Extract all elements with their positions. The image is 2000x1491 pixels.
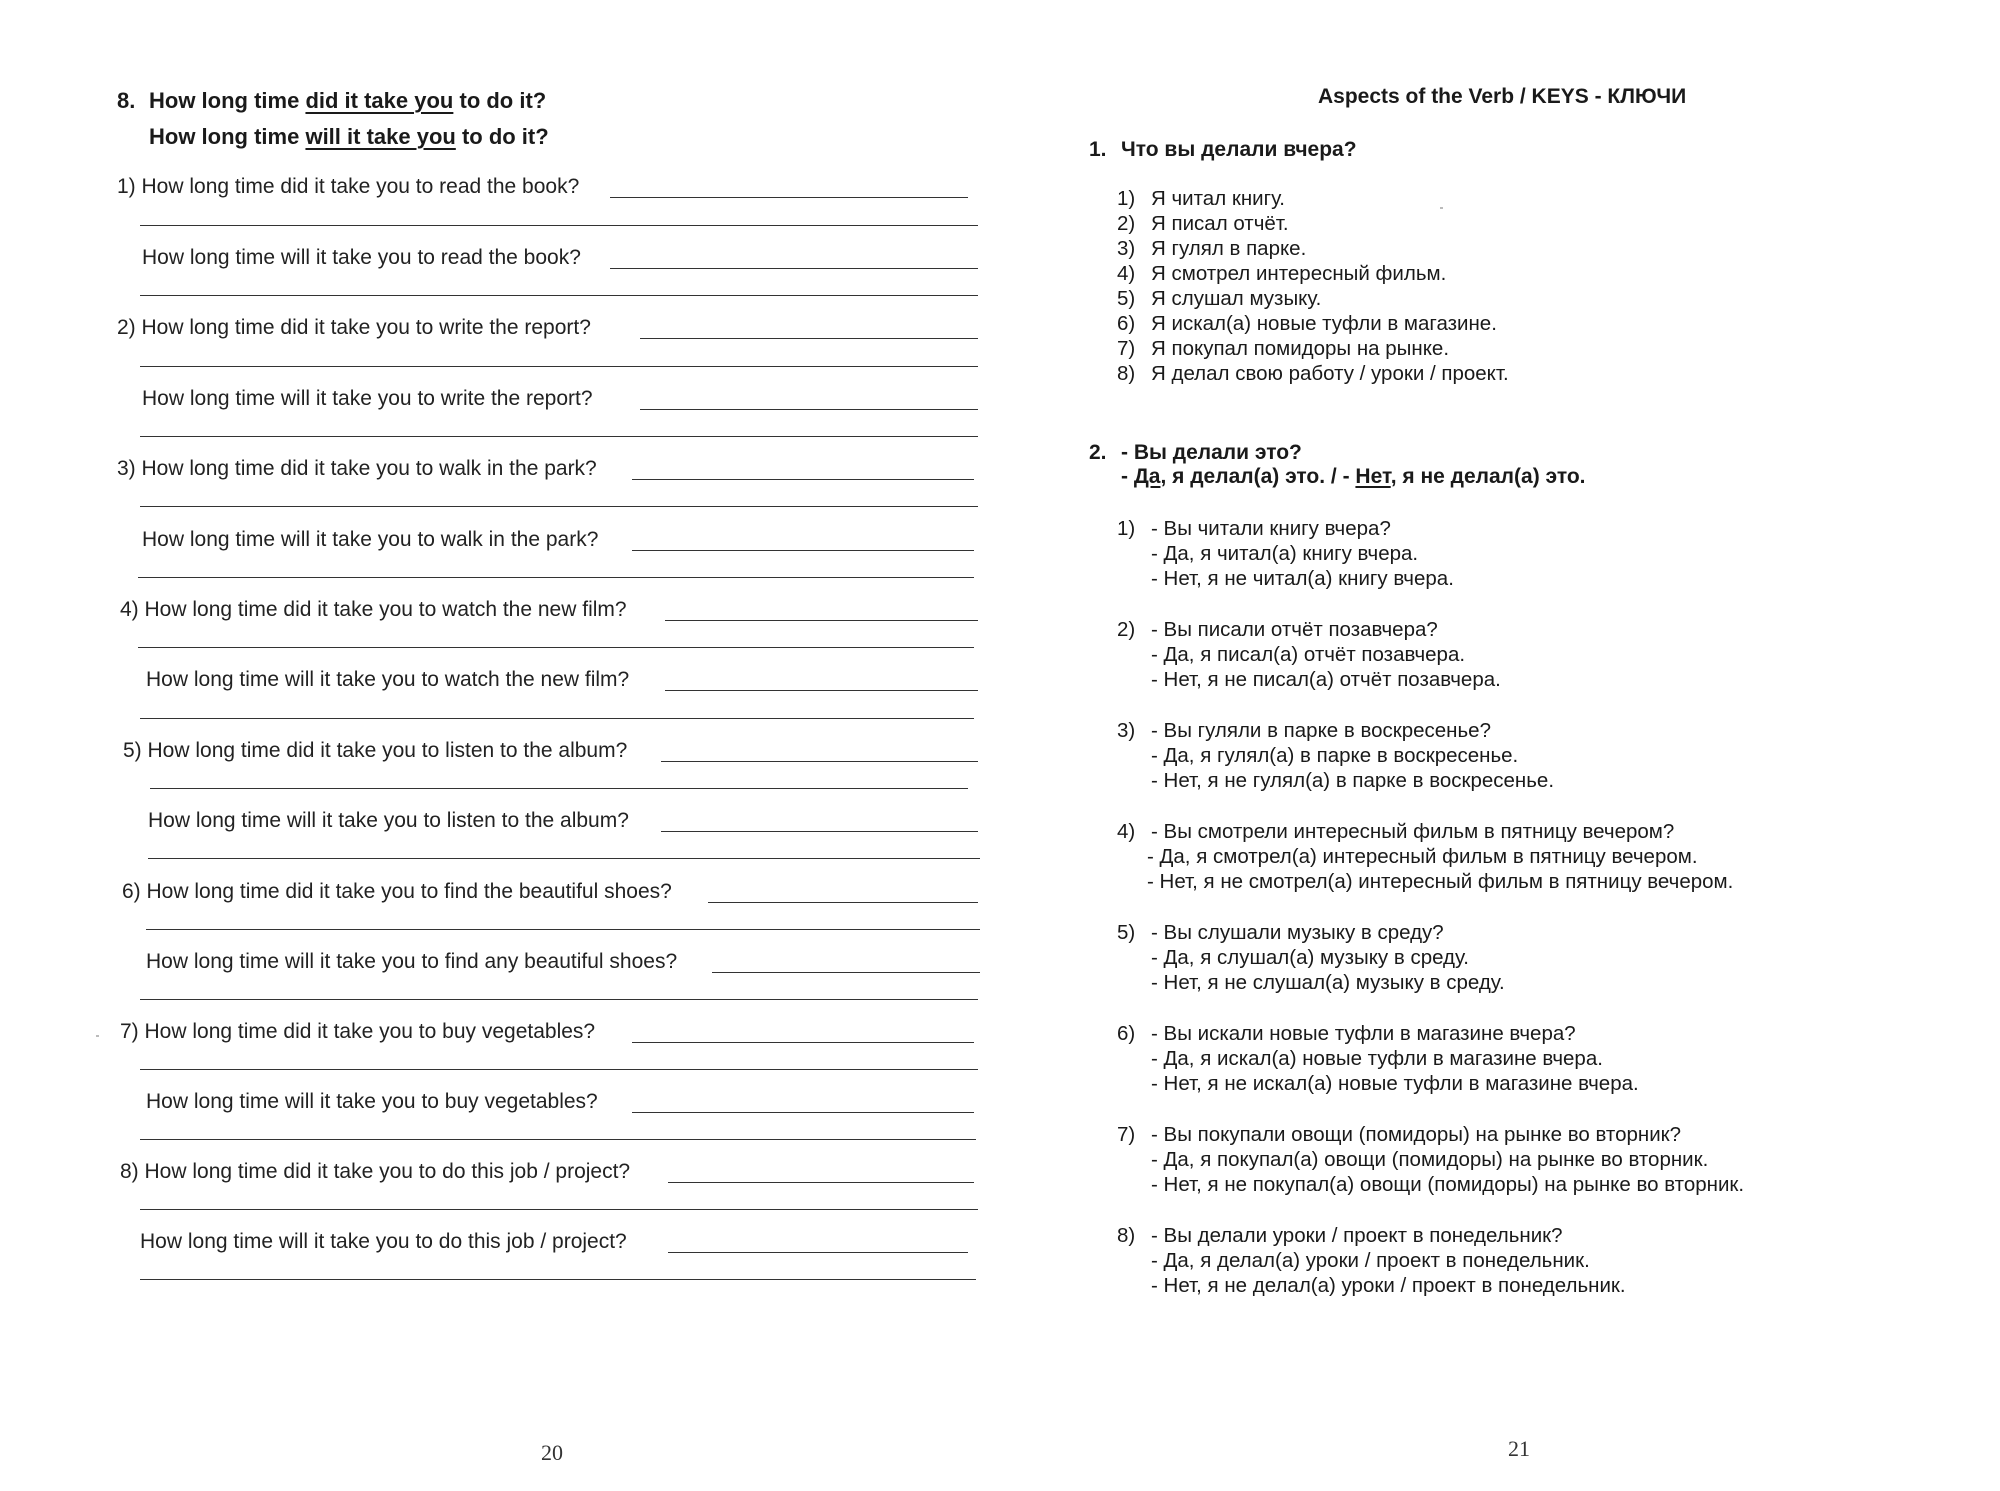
- item-text: Я читал книгу.: [1151, 187, 1285, 210]
- exercise-title-part: How long time: [149, 88, 306, 113]
- question-6-past: 6) How long time did it take you to find the beautiful shoes?: [122, 880, 672, 903]
- item-number: 4): [1117, 820, 1136, 843]
- item-number: 2): [1117, 618, 1136, 641]
- qa-yes-answer: - Да, я писал(а) отчёт позавчера.: [1151, 643, 1466, 666]
- item-text: Я смотрел интересный фильм.: [1151, 262, 1447, 285]
- question-1-future: How long time will it take you to read the book?: [142, 246, 581, 269]
- qa-question: - Вы слушали музыку в среду?: [1151, 921, 1444, 944]
- item-number: 5): [1117, 287, 1136, 310]
- item-number: 1): [1117, 517, 1136, 540]
- question-4-past: 4) How long time did it take you to watch the new film?: [120, 598, 627, 621]
- list-item: [1117, 211, 1509, 236]
- qa-question: - Вы читали книгу вчера?: [1151, 517, 1391, 540]
- question-4-future: How long time will it take you to watch the new film?: [146, 668, 630, 691]
- exercise-title-part: to do it?: [455, 124, 549, 149]
- qa-question: - Вы гуляли в парке в воскресенье?: [1151, 719, 1491, 742]
- heading-underlined-no: Нет: [1355, 465, 1391, 488]
- question-8-past: 8) How long time did it take you to do this job / project?: [120, 1160, 631, 1183]
- question-3-future: How long time will it take you to walk in the park?: [142, 528, 599, 551]
- section-1-title: [1089, 138, 1357, 162]
- qa-item-1: [1117, 516, 1454, 591]
- list-item: [1117, 336, 1509, 361]
- exercise-title-part: to do it?: [453, 88, 547, 113]
- qa-yes-answer: - Да, я делал(а) уроки / проект в понедельник.: [1151, 1249, 1590, 1272]
- question-3-past: 3) How long time did it take you to walk in the park?: [117, 457, 597, 480]
- heading-part: , я делал(а) это. / -: [1160, 465, 1356, 488]
- question-7-future: How long time will it take you to buy vegetables?: [146, 1090, 598, 1113]
- qa-question: - Вы искали новые туфли в магазине вчера?: [1151, 1022, 1576, 1045]
- item-text: Я слушал музыку.: [1151, 287, 1322, 310]
- question-8-future: How long time will it take you to do this job / project?: [140, 1230, 627, 1253]
- section-2-number: 2.: [1089, 441, 1107, 464]
- question-5-future: How long time will it take you to listen to the album?: [148, 809, 629, 832]
- list-item: [1117, 286, 1509, 311]
- section-1-number: 1.: [1089, 138, 1107, 161]
- exercise-title-underlined: will it take you: [305, 124, 456, 149]
- item-number: 8): [1117, 362, 1136, 385]
- question-1-past: 1) How long time did it take you to read the book?: [117, 175, 580, 198]
- question-6-future: How long time will it take you to find any beautiful shoes?: [146, 950, 678, 973]
- question-2-future: How long time will it take you to write the report?: [142, 387, 593, 410]
- item-number: 8): [1117, 1224, 1136, 1247]
- item-text: Я покупал помидоры на рынке.: [1151, 337, 1450, 360]
- item-text: Я делал свою работу / уроки / проект.: [1151, 362, 1509, 385]
- question-2-past: 2) How long time did it take you to write the report?: [117, 316, 591, 339]
- qa-yes-answer: - Да, я смотрел(а) интересный фильм в пятницу вечером.: [1147, 845, 1698, 868]
- qa-no-answer: - Нет, я не делал(а) уроки / проект в понедельник.: [1151, 1274, 1626, 1297]
- exercise-number: 8.: [117, 88, 136, 113]
- heading-underlined-yes: Да: [1133, 465, 1161, 488]
- qa-item-4: [1117, 819, 1733, 894]
- question-5-past: 5) How long time did it take you to listen to the album?: [123, 739, 628, 762]
- qa-yes-answer: - Да, я слушал(а) музыку в среду.: [1151, 946, 1469, 969]
- qa-no-answer: - Нет, я не смотрел(а) интересный фильм в пятницу вечером.: [1147, 870, 1734, 893]
- section-2-heading: - Вы делали это?: [1121, 441, 1302, 464]
- item-number: 7): [1117, 337, 1136, 360]
- qa-no-answer: - Нет, я не гулял(а) в парке в воскресенье.: [1151, 769, 1555, 792]
- item-number: 1): [1117, 187, 1136, 210]
- qa-no-answer: - Нет, я не покупал(а) овощи (помидоры) на рынке во вторник.: [1151, 1173, 1745, 1196]
- exercise-title-underlined: did it take you: [305, 88, 454, 113]
- page-number-right: 21: [1508, 1436, 1530, 1461]
- exercise-title-part: How long time: [149, 124, 306, 149]
- qa-yes-answer: - Да, я читал(а) книгу вчера.: [1151, 542, 1419, 565]
- qa-yes-answer: - Да, я покупал(а) овощи (помидоры) на рынке во вторник.: [1151, 1148, 1709, 1171]
- list-item: [1117, 236, 1509, 261]
- qa-item-2: [1117, 617, 1501, 692]
- qa-question: - Вы делали уроки / проект в понедельник?: [1151, 1224, 1563, 1247]
- qa-no-answer: - Нет, я не писал(а) отчёт позавчера.: [1151, 668, 1501, 691]
- list-item: [1117, 311, 1509, 336]
- section-1-heading: Что вы делали вчера?: [1121, 138, 1357, 161]
- scan-speck: [1440, 207, 1443, 209]
- qa-yes-answer: - Да, я гулял(а) в парке в воскресенье.: [1151, 744, 1519, 767]
- qa-no-answer: - Нет, я не слушал(а) музыку в среду.: [1151, 971, 1505, 994]
- item-number: 5): [1117, 921, 1136, 944]
- heading-part: -: [1121, 465, 1134, 488]
- list-item: [1117, 361, 1509, 386]
- item-number: 2): [1117, 212, 1136, 235]
- item-number: 3): [1117, 237, 1136, 260]
- qa-no-answer: - Нет, я не искал(а) новые туфли в магазине вчера.: [1151, 1072, 1639, 1095]
- item-number: 7): [1117, 1123, 1136, 1146]
- qa-item-7: [1117, 1122, 1744, 1197]
- item-text: Я писал отчёт.: [1151, 212, 1289, 235]
- qa-item-3: [1117, 718, 1554, 793]
- list-item: [1117, 186, 1509, 211]
- item-text: Я искал(а) новые туфли в магазине.: [1151, 312, 1497, 335]
- heading-part: , я не делал(а) это.: [1390, 465, 1586, 488]
- question-7-past: 7) How long time did it take you to buy vegetables?: [120, 1020, 596, 1043]
- qa-item-8: [1117, 1223, 1626, 1298]
- qa-item-6: [1117, 1021, 1639, 1096]
- item-text: Я гулял в парке.: [1151, 237, 1307, 260]
- item-number: 6): [1117, 1022, 1136, 1045]
- item-number: 3): [1117, 719, 1136, 742]
- item-number: 4): [1117, 262, 1136, 285]
- page-number-left: 20: [541, 1440, 563, 1465]
- qa-question: - Вы покупали овощи (помидоры) на рынке во вторник?: [1151, 1123, 1682, 1146]
- section-2-title-line2: [1121, 465, 1586, 489]
- qa-question: - Вы смотрели интересный фильм в пятницу вечером?: [1151, 820, 1675, 843]
- list-item: [1117, 261, 1509, 286]
- section-2-title-line1: [1089, 441, 1302, 465]
- item-number: 6): [1117, 312, 1136, 335]
- qa-yes-answer: - Да, я искал(а) новые туфли в магазине вчера.: [1151, 1047, 1603, 1070]
- keys-title: Aspects of the Verb / KEYS - КЛЮЧИ: [1318, 85, 1687, 108]
- qa-no-answer: - Нет, я не читал(а) книгу вчера.: [1151, 567, 1454, 590]
- qa-question: - Вы писали отчёт позавчера?: [1151, 618, 1438, 641]
- section-1-answers: [1117, 186, 1509, 386]
- qa-item-5: [1117, 920, 1505, 995]
